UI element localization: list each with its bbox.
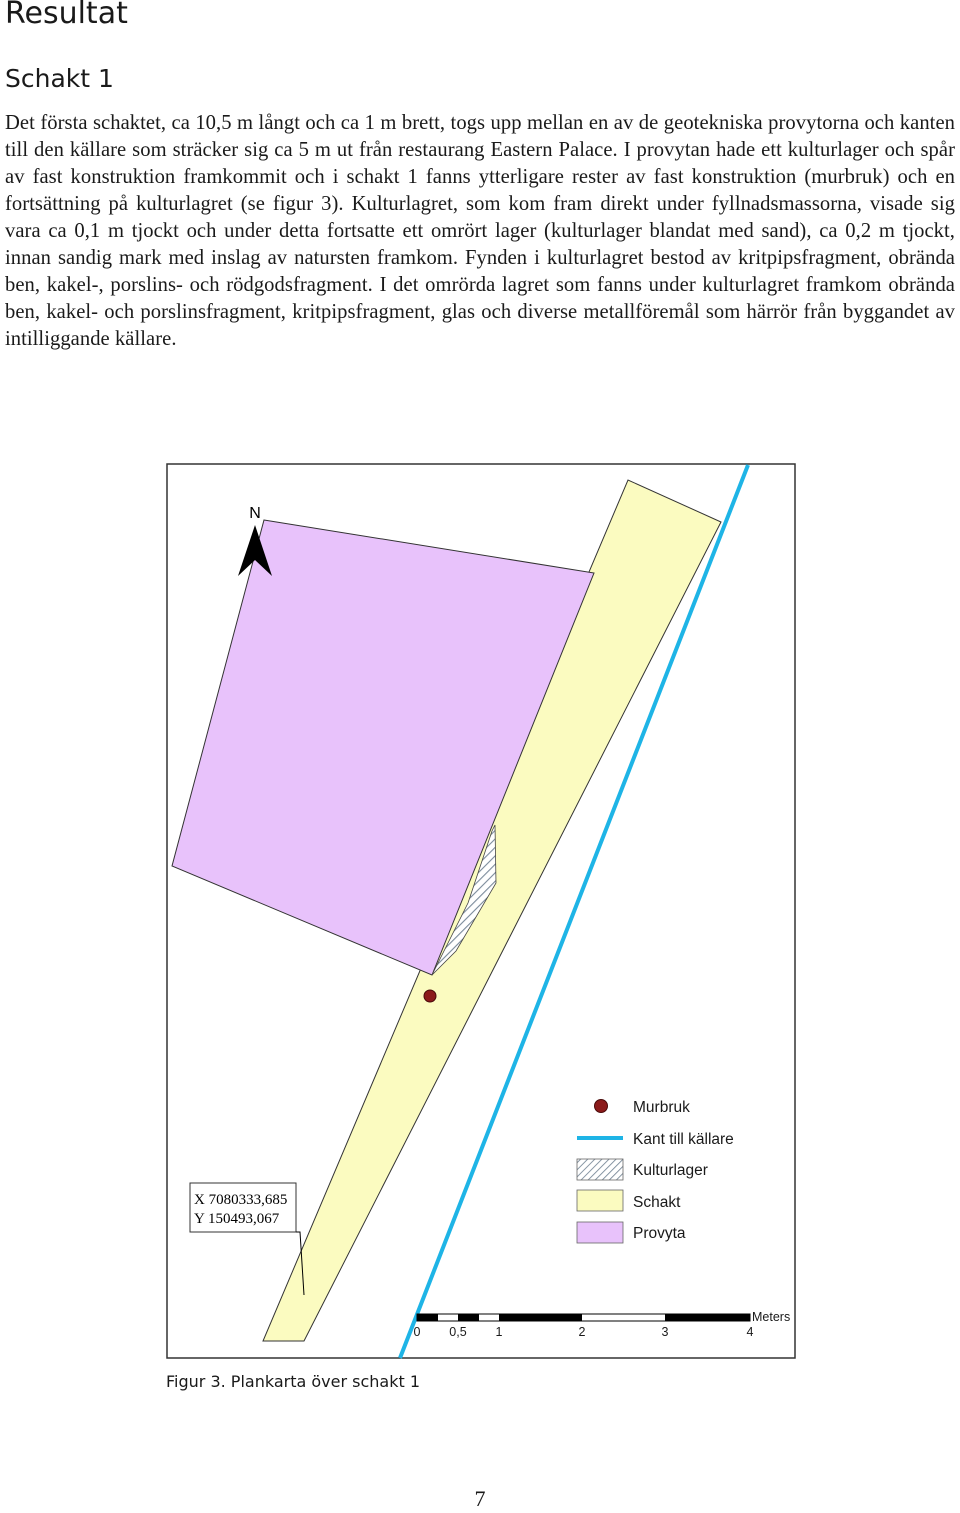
body-paragraph: Det första schaktet, ca 10,5 m långt och ca 1 m brett, togs upp mellan en av de geotekniska provytorna och kanten till den källare som sträcker sig ca 5 m ut från restaurang Eastern Palace. I provytan hade ett kulturlager och spår av fast konstruktion framkommit och i schakt 1 fanns ytterligare rester av fast konstruktion (murbruk) och en fortsättning på kulturlagret (se figur 3). Kulturlagret, som kom fram direkt under fyllnadsmassorna, visade sig vara ca 0,1 m tjockt och under detta fortsatte ett omrört lager (kulturlager blandat med sand), ca 0,2 m tjockt, innan sandig mark med inslag av natursten framkom. Fynden i kulturlagret bestod av kritpipsfragment, obrända ben, kakel-, porslins- och rödgodsfragment. I det omrörda lagret som fanns under kulturlagret framkom obrända ben, kakel- och porslinsfragment, kritpipsfragment, glas och diverse metallföremål som härrör från byggandet av intilliggande källare. [5,112,955,350]
murbruk-point [424,990,436,1002]
legend-murbruk-label: Murbruk [633,1099,690,1116]
page-heading: Resultat [5,0,128,31]
scale-tick-0-5: 0,5 [449,1325,467,1339]
legend-provyta-icon [577,1222,623,1243]
scale-unit: Meters [752,1310,791,1324]
legend-kulturlager-icon [577,1159,623,1180]
coordinate-y: Y 150493,067 [194,1211,280,1227]
scale-tick-3: 3 [661,1325,669,1339]
legend-murbruk-icon [595,1100,608,1113]
legend-provyta-label: Provyta [633,1225,686,1242]
legend-schakt-label: Schakt [633,1194,681,1211]
section-heading: Schakt 1 [5,64,114,93]
figure-caption: Figur 3. Plankarta över schakt 1 [166,1372,421,1391]
scale-tick-0: 0 [413,1325,421,1339]
legend-kulturlager-label: Kulturlager [633,1162,708,1179]
north-label: N [249,505,261,522]
coordinate-x: X 7080333,685 [194,1192,288,1208]
legend-schakt-icon [577,1190,623,1211]
page-number: 7 [474,1486,486,1511]
site-plan-figure [166,463,796,1359]
scale-tick-2: 2 [578,1325,586,1339]
scale-tick-1: 1 [495,1325,503,1339]
scale-tick-4: 4 [746,1325,754,1339]
legend-kant-label: Kant till källare [633,1131,734,1148]
